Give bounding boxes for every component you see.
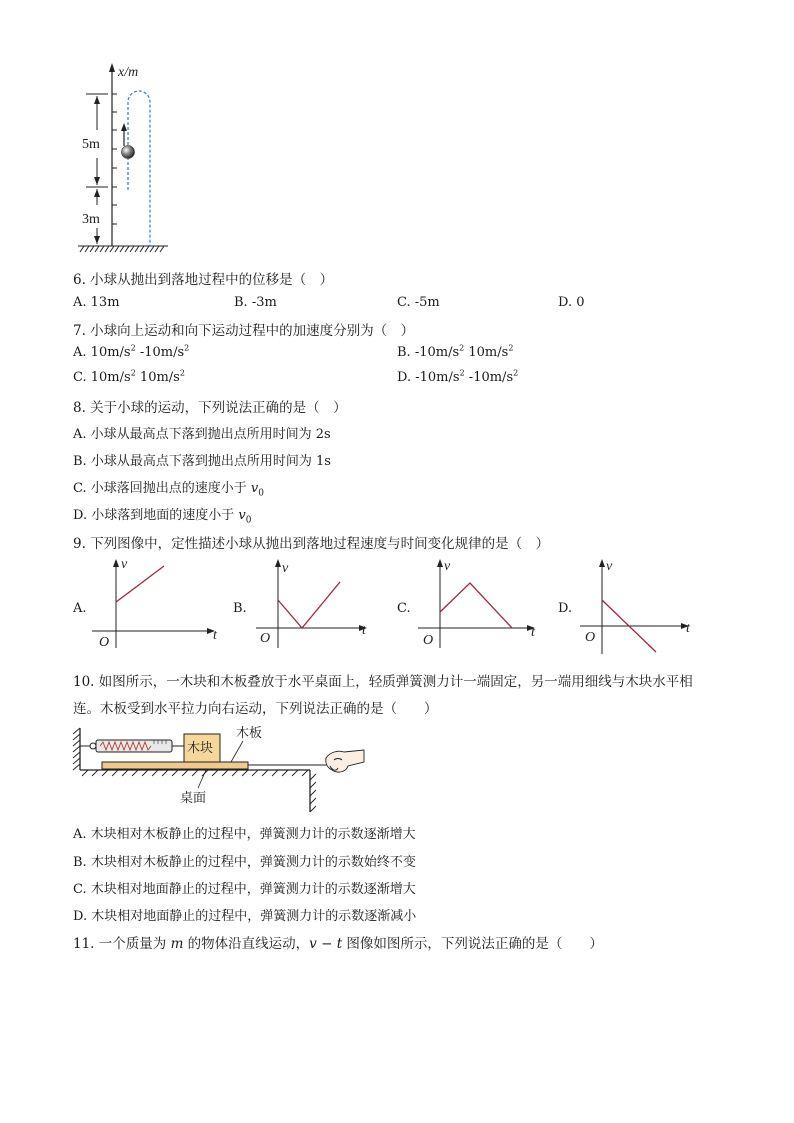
q7-option-d[interactable]: D. $-10m/s^2$ $-10m/s^2$: [397, 368, 519, 385]
svg-text:t: t: [686, 621, 690, 636]
graph-b-line: [278, 582, 340, 628]
q11-stem: 11. 一个质量为 m 的物体沿直线运动，v − t 图像如图所示，下列说法正确的是（ ）: [73, 936, 603, 952]
svg-text:O: O: [99, 635, 110, 650]
svg-text:O: O: [585, 630, 596, 645]
axis-label-x: x/m: [118, 65, 139, 80]
vertical-throw-figure: [70, 60, 180, 260]
spring-scale-figure: [68, 722, 368, 814]
q7-option-b[interactable]: B. $-10m/s^2$ $10m/s^2$: [397, 343, 514, 360]
q9-graph-d[interactable]: [576, 556, 711, 656]
svg-text:v: v: [121, 557, 128, 572]
q6-option-a[interactable]: A. 13m: [73, 295, 120, 310]
trajectory-dashed: [128, 91, 150, 246]
q8-option-a[interactable]: A. 小球从最高点下落到抛出点所用时间为 2s: [73, 427, 331, 442]
q8-option-c[interactable]: C. 小球落回抛出点的速度小于 $v_0$: [73, 481, 264, 499]
q6-option-b[interactable]: B. -3m: [234, 295, 277, 310]
q7-stem: 7. 小球向上运动和向下运动过程中的加速度分别为（ ）: [73, 323, 415, 339]
svg-text:O: O: [423, 633, 434, 648]
q8-stem: 8. 关于小球的运动，下列说法正确的是（ ）: [73, 400, 347, 416]
q10-option-d[interactable]: D. 木块相对地面静止的过程中，弹簧测力计的示数逐渐减小: [73, 909, 417, 924]
board: [102, 762, 248, 769]
svg-text:v: v: [282, 561, 289, 576]
table-label: 桌面: [180, 790, 207, 805]
q10-stem-line1: 10. 如图所示，一木块和木板叠放于水平桌面上，轻质弹簧测力计一端固定，另一端用细线与木块水平相: [73, 674, 693, 690]
q8-option-b[interactable]: B. 小球从最高点下落到抛出点所用时间为 1s: [73, 454, 331, 469]
label-3m: 3m: [82, 212, 100, 227]
q9-option-b-label[interactable]: B.: [233, 601, 247, 616]
q10-option-c[interactable]: C. 木块相对地面静止的过程中，弹簧测力计的示数逐渐增大: [73, 882, 416, 897]
q6-option-d[interactable]: D. 0: [558, 295, 585, 310]
hand-icon: [326, 750, 364, 772]
q8-option-d[interactable]: D. 小球落到地面的速度小于 $v_0$: [73, 508, 252, 526]
q9-graph-a[interactable]: [90, 556, 225, 651]
q10-stem-line2: 连。木板受到水平拉力向右运动，下列说法正确的是（ ）: [73, 701, 438, 717]
svg-text:t: t: [362, 623, 366, 638]
board-label: 木板: [236, 725, 263, 740]
svg-text:t: t: [531, 625, 535, 640]
q9-option-c-label[interactable]: C.: [397, 601, 411, 616]
axis-ticks: [112, 94, 117, 224]
svg-text:t: t: [213, 628, 217, 643]
q9-stem: 9. 下列图像中，定性描述小球从抛出到落地过程速度与时间变化规律的是（ ）: [73, 536, 550, 552]
ball: [122, 146, 135, 159]
q9-graph-b[interactable]: [252, 556, 387, 651]
graph-c-line: [440, 583, 512, 628]
q7-option-a[interactable]: A. $10m/s^2$ $-10m/s^2$: [73, 343, 190, 360]
q7-option-c[interactable]: C. $10m/s^2$ $10m/s^2$: [73, 368, 185, 385]
svg-text:O: O: [260, 631, 271, 646]
x-axis-arrow: [109, 63, 115, 72]
q9-option-a-label[interactable]: A.: [73, 601, 87, 616]
q6-option-c[interactable]: C. -5m: [397, 295, 440, 310]
q10-option-a[interactable]: A. 木块相对木板静止的过程中，弹簧测力计的示数逐渐增大: [73, 827, 416, 842]
q10-option-b[interactable]: B. 木块相对木板静止的过程中，弹簧测力计的示数始终不变: [73, 855, 416, 870]
svg-text:v: v: [606, 559, 613, 574]
q9-graph-c[interactable]: [414, 556, 549, 651]
ground-hatch: [78, 246, 168, 252]
label-5m: 5m: [82, 137, 100, 152]
block-label: 木块: [187, 740, 214, 755]
q6-stem: 6. 小球从抛出到落地过程中的位移是（ ）: [73, 272, 334, 288]
q9-option-d-label[interactable]: D.: [558, 601, 573, 616]
svg-text:v: v: [444, 559, 451, 574]
